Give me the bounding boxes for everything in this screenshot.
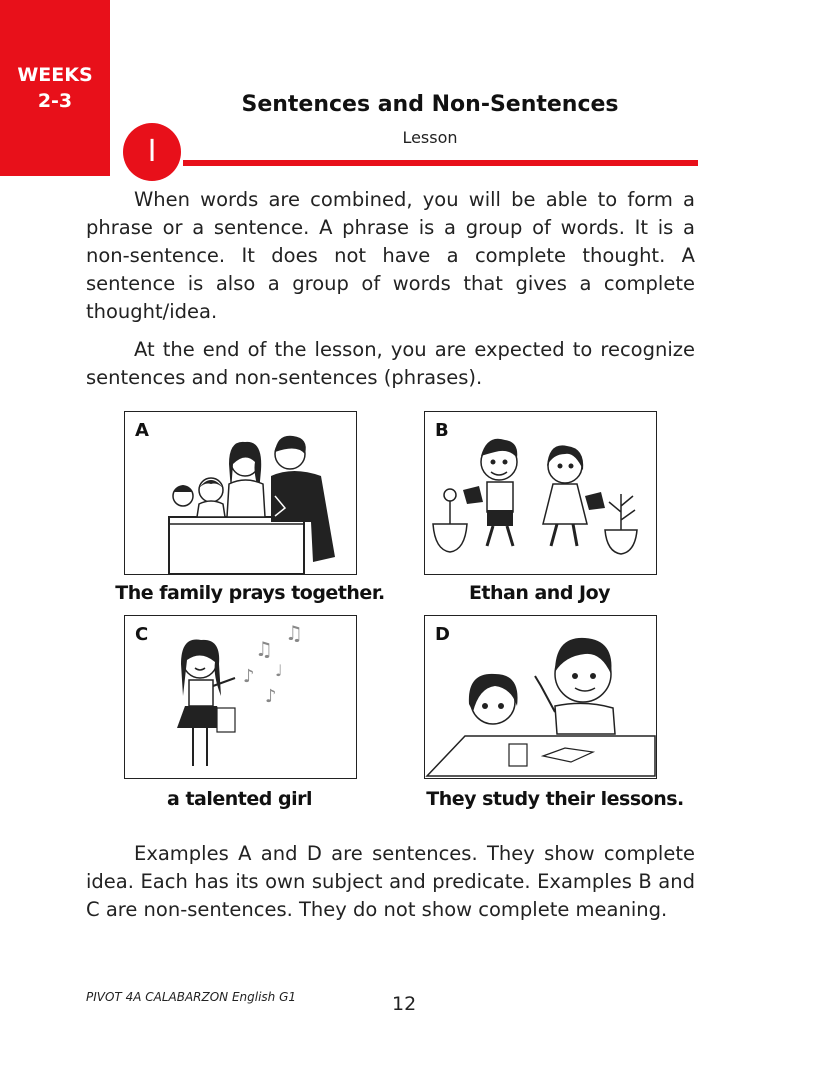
weeks-line1: WEEKS <box>17 64 93 86</box>
intro-paragraph-1-text: When words are combined, you will be able to form a phrase or a sentence. A phrase is a group of words. It is a non-sentence. It does not have a complete thought. A sentence is also a group of words that gives a complete thought/idea. <box>86 188 695 323</box>
svg-text:♩: ♩ <box>275 661 283 680</box>
example-label-a: A <box>135 420 149 441</box>
title-underline <box>183 160 698 166</box>
example-caption-b: Ethan and Joy <box>468 582 611 604</box>
example-label-b: B <box>435 420 449 441</box>
intro-paragraph-2 <box>86 336 695 392</box>
weeks-line2: 2-3 <box>37 90 73 112</box>
svg-text:♪: ♪ <box>265 686 277 707</box>
svg-text:♫: ♫ <box>255 637 273 661</box>
page-number: 12 <box>392 993 417 1015</box>
example-caption-c: a talented girl <box>167 788 312 810</box>
conclusion-paragraph-text: Examples A and D are sentences. They show complete idea. Each has its own subject and predicate. Examples B and C are non-sentences. They do not show complete meaning. <box>86 842 695 921</box>
page-subtitle: Lesson <box>402 128 458 147</box>
page-title: Sentences and Non-Sentences <box>241 92 619 117</box>
section-badge: I <box>123 123 181 181</box>
family-praying-icon <box>125 412 356 574</box>
example-panel-b <box>424 411 657 575</box>
example-caption-d: They study their lessons. <box>426 788 684 810</box>
example-label-d: D <box>435 624 450 645</box>
svg-text:♫: ♫ <box>285 621 303 645</box>
children-studying-icon <box>425 616 656 778</box>
girl-singing-icon <box>125 616 356 778</box>
intro-paragraph-1 <box>86 186 695 326</box>
intro-paragraph-2-text: At the end of the lesson, you are expected to recognize sentences and non-sentences (phrases). <box>86 338 695 389</box>
weeks-label <box>0 62 110 114</box>
example-caption-a: The family prays together. <box>115 582 385 604</box>
example-panel-a <box>124 411 357 575</box>
svg-text:♪: ♪ <box>243 666 255 687</box>
example-panel-c <box>124 615 357 779</box>
example-label-c: C <box>135 624 149 645</box>
children-watering-plants-icon <box>425 412 656 574</box>
example-panel-d <box>424 615 657 779</box>
footer-source: PIVOT 4A CALABARZON English G1 <box>86 990 297 1004</box>
conclusion-paragraph <box>86 840 695 924</box>
